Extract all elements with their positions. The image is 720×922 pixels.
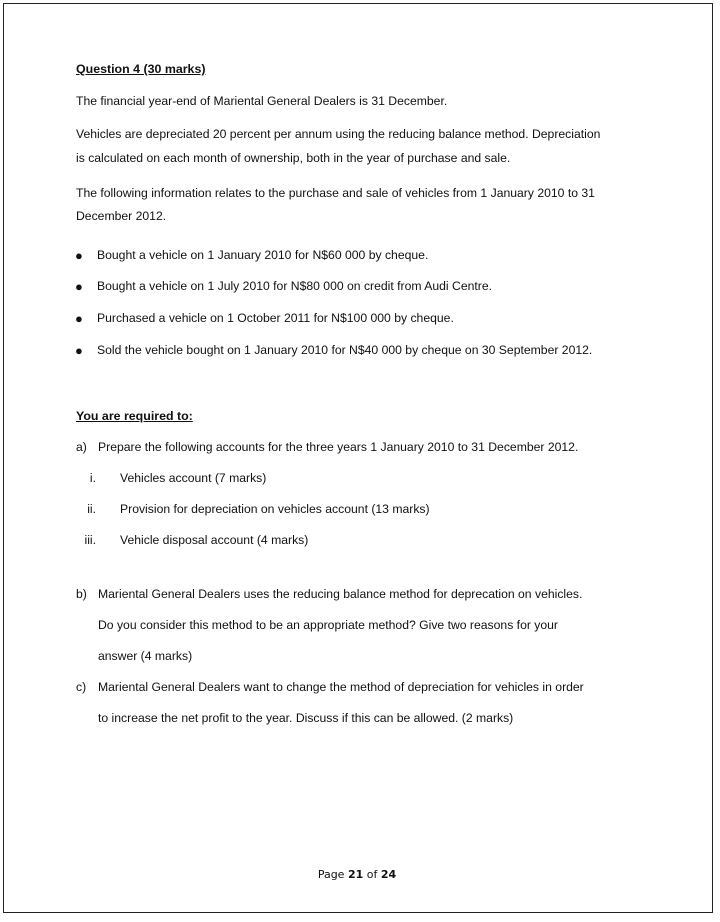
part-a-label: a)	[76, 440, 87, 454]
required-heading: You are required to:	[76, 409, 193, 423]
part-a-text: Prepare the following accounts for the three years 1 January 2010 to 31 December 2012.	[98, 440, 579, 454]
sub-item: i. Vehicles account (7 marks)	[89, 471, 267, 485]
part-b-line1: Mariental General Dealers uses the reducing balance method for deprecation on vehicles.	[98, 587, 583, 601]
part-b-line2: Do you consider this method to be an appropriate method? Give two reasons for your	[98, 618, 558, 632]
footer-of-word: of	[366, 868, 378, 881]
page-footer	[0, 868, 714, 881]
depreciation-text-line2: is calculated on each month of ownership, both in the year of purchase and sale.	[76, 151, 511, 165]
footer-current-page: 21	[347, 868, 364, 881]
part-c-line1: Mariental General Dealers want to change the method of depreciation for vehicles in order	[98, 680, 584, 694]
part-b	[76, 587, 666, 603]
bullet-icon: ●	[75, 279, 83, 294]
part-c	[76, 680, 666, 696]
bullet-item: ● Purchased a vehicle on 1 October 2011 for N$100 000 by cheque.	[75, 311, 454, 326]
footer-page-word: Page	[317, 868, 345, 881]
bullet-item: ● Sold the vehicle bought on 1 January 2010 for N$40 000 by cheque on 30 September 2012.	[75, 343, 593, 358]
info-text-line2: December 2012.	[76, 209, 167, 223]
bullet-icon: ●	[75, 343, 83, 358]
part-b-label: b)	[76, 587, 87, 601]
question-heading: Question 4 (30 marks)	[76, 62, 206, 76]
part-c-line2: to increase the net profit to the year. Discuss if this can be allowed. (2 marks)	[98, 711, 514, 725]
depreciation-text-line1: Vehicles are depreciated 20 percent per annum using the reducing balance method. Depreciation	[76, 127, 601, 141]
part-a	[76, 440, 666, 456]
bullet-icon: ●	[75, 311, 83, 326]
intro-text: The financial year-end of Mariental General Dealers is 31 December.	[76, 94, 448, 108]
part-b-line3: answer (4 marks)	[98, 649, 193, 663]
info-text-line1: The following information relates to the purchase and sale of vehicles from 1 January 2010 to 31	[76, 186, 595, 200]
bullet-item: ● Bought a vehicle on 1 January 2010 for N$60 000 by cheque.	[75, 248, 429, 263]
bullet-icon: ●	[75, 248, 83, 263]
sub-item: iii. Vehicle disposal account (4 marks)	[84, 533, 309, 547]
footer-total-pages: 24	[380, 868, 397, 881]
part-c-label: c)	[76, 680, 87, 694]
bullet-item: ● Bought a vehicle on 1 July 2010 for N$80 000 on credit from Audi Centre.	[75, 279, 492, 294]
sub-item: ii. Provision for depreciation on vehicles account (13 marks)	[87, 502, 430, 516]
